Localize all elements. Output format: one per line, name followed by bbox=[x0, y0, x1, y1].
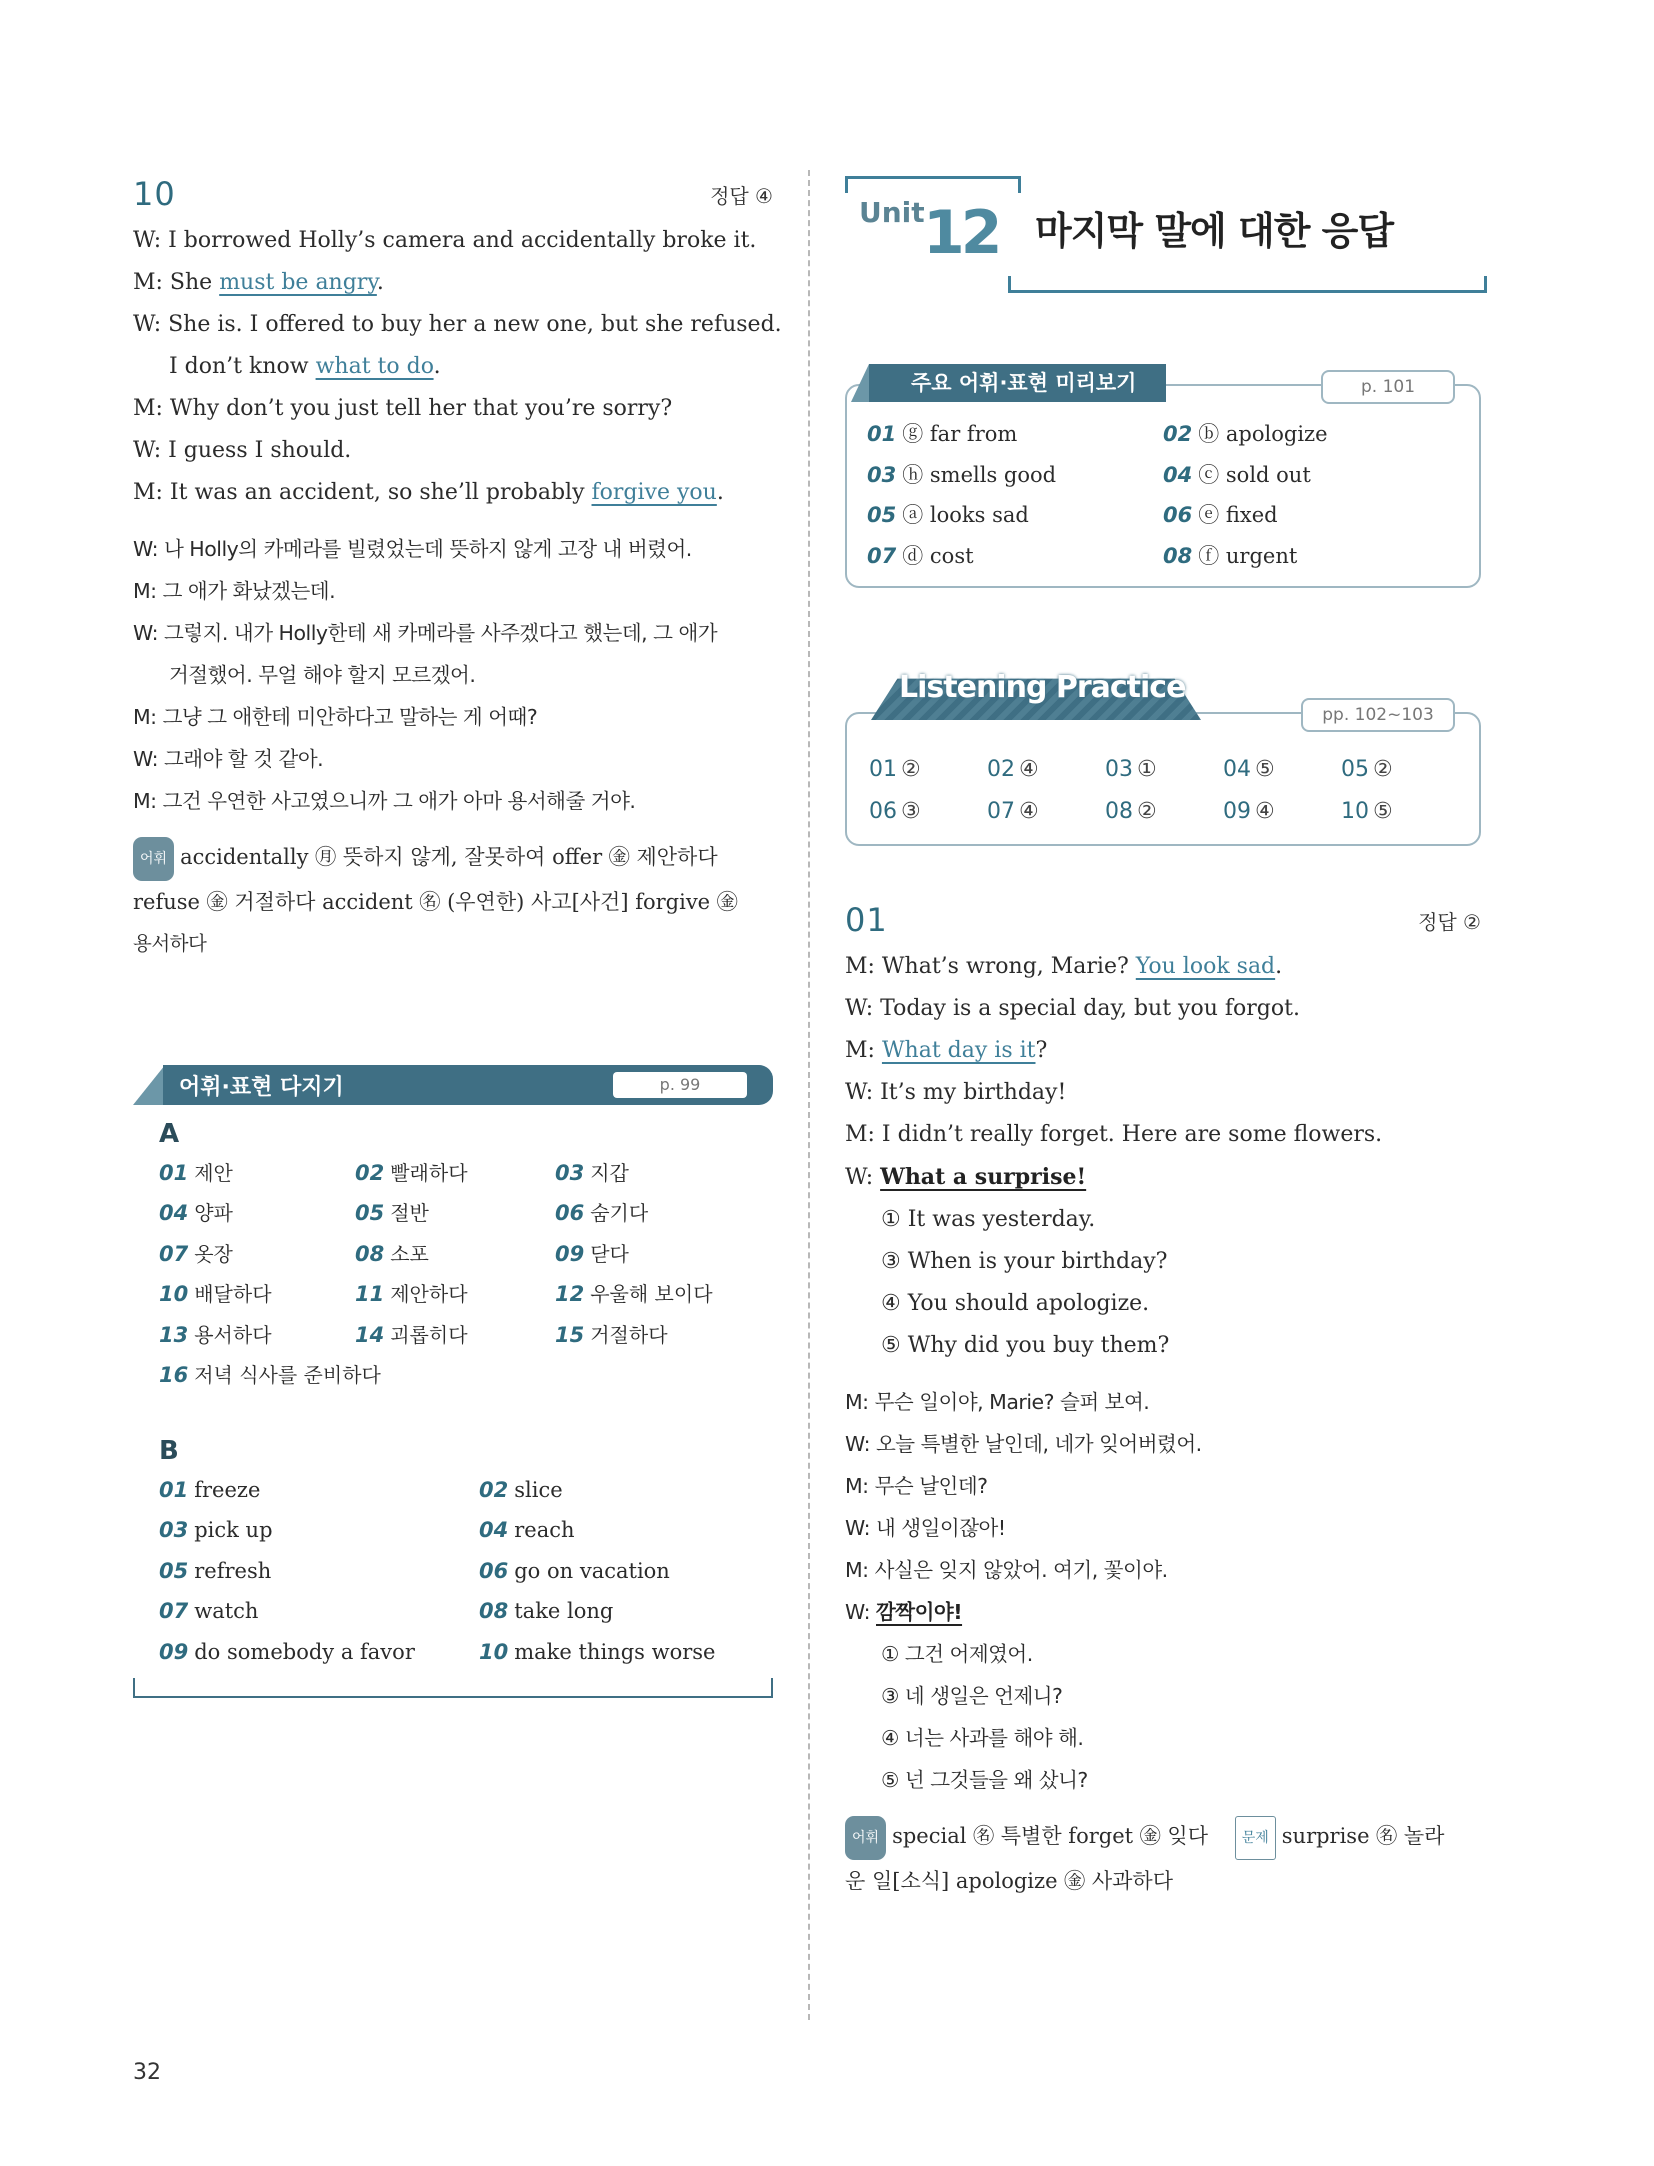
page-number: 32 bbox=[133, 2060, 161, 2085]
preview-title: 주요 어휘·표현 미리보기 bbox=[869, 364, 1166, 402]
dialogue-line: W: I borrowed Holly’s camera and accidentally broke it. bbox=[133, 228, 757, 253]
grid-item bbox=[1163, 455, 1443, 496]
preview-page-ref: p. 101 bbox=[1321, 370, 1455, 404]
item-number: 09 bbox=[555, 1241, 585, 1266]
grid-item bbox=[355, 1153, 555, 1194]
dialogue-english bbox=[845, 946, 1481, 1367]
translation-line: 거절했어. 무얼 해야 할지 모르겠어. bbox=[169, 663, 476, 687]
item-number: 14 bbox=[355, 1322, 385, 1347]
item-number: 05 bbox=[867, 503, 897, 527]
left-column bbox=[133, 168, 782, 1698]
grid-item bbox=[555, 1234, 755, 1275]
dialogue-line: W: Today is a special day, but you forgot. bbox=[845, 996, 1300, 1021]
item-text: 소포 bbox=[390, 1241, 429, 1266]
grid-item bbox=[555, 1153, 755, 1194]
unit-header bbox=[845, 168, 1481, 318]
item-number: 02 bbox=[1163, 422, 1193, 446]
option-line: ⑤ Why did you buy them? bbox=[881, 1333, 1170, 1358]
item-text: 지갑 bbox=[590, 1160, 629, 1185]
vocab-line: accidentally ㊊ 뜻하지 않게, 잘못하여 offer ㊎ 제안하다 bbox=[180, 845, 718, 869]
item-number: 02 bbox=[479, 1477, 509, 1502]
practice-page-ref: pp. 102~103 bbox=[1301, 698, 1455, 732]
answer-label: 정답 ② bbox=[1418, 909, 1481, 934]
item-number: 05 bbox=[355, 1201, 385, 1225]
grid-item bbox=[1163, 414, 1443, 455]
item-text: ⓕ urgent bbox=[1198, 543, 1298, 568]
item-number: 10 bbox=[479, 1639, 509, 1664]
item-text: 양파 bbox=[194, 1201, 233, 1225]
practice-answer: 05 ② bbox=[1341, 757, 1393, 782]
option-line: ① It was yesterday. bbox=[881, 1207, 1096, 1232]
final-line: 깜짝이야! bbox=[876, 1600, 963, 1624]
final-line: What a surprise! bbox=[880, 1164, 1087, 1190]
underlined-answer: what to do bbox=[315, 354, 434, 379]
problem-badge: 문제 bbox=[1235, 1816, 1276, 1860]
item-number: 01 bbox=[159, 1477, 189, 1502]
item-text: 옷장 bbox=[194, 1241, 233, 1266]
item-text: ⓒ sold out bbox=[1198, 462, 1311, 487]
item-text: 닫다 bbox=[590, 1241, 629, 1266]
dialogue-english bbox=[133, 220, 782, 514]
dialogue-line: M: What day is it? bbox=[845, 1038, 1048, 1063]
vocab-line: 용서하다 bbox=[133, 931, 207, 955]
item-number: 15 bbox=[555, 1322, 585, 1347]
item-number: 04 bbox=[1163, 462, 1193, 487]
answer-symbol: ③ bbox=[901, 799, 921, 824]
item-number: 03 bbox=[159, 1518, 189, 1542]
grid-item bbox=[159, 1470, 479, 1511]
practice-answer: 03 ① bbox=[1105, 757, 1157, 782]
item-text: slice bbox=[514, 1477, 563, 1502]
practice-answer: 01 ② bbox=[869, 757, 921, 782]
question-10-header bbox=[133, 168, 773, 220]
review-title: 어휘·표현 다지기 bbox=[179, 1074, 344, 1100]
item-text: do somebody a favor bbox=[194, 1639, 415, 1664]
dialogue-line: M: Why don’t you just tell her that you’re sorry? bbox=[133, 396, 673, 421]
translation-line: M: 그냥 그 애한테 미안하다고 말하는 게 어때? bbox=[133, 705, 538, 729]
item-number: 10 bbox=[159, 1282, 189, 1306]
grid-item bbox=[867, 455, 1163, 496]
answer-symbol: ① bbox=[1137, 757, 1157, 782]
item-text: ⓖ far from bbox=[902, 422, 1018, 446]
question-number: 01 bbox=[845, 901, 888, 939]
practice-answer: 10 ⑤ bbox=[1341, 799, 1393, 824]
item-number: 06 bbox=[1163, 503, 1193, 527]
item-text: go on vacation bbox=[514, 1558, 670, 1583]
option-line: ③ When is your birthday? bbox=[881, 1249, 1168, 1274]
grid-item bbox=[479, 1510, 779, 1551]
grid-item bbox=[159, 1274, 355, 1315]
question-number: 10 bbox=[133, 175, 176, 213]
item-number: 03 bbox=[555, 1160, 585, 1185]
option-line: ④ 너는 사과를 해야 해. bbox=[881, 1726, 1084, 1750]
underlined-answer: You look sad bbox=[1135, 954, 1276, 979]
vocab-line: special ㊔ 특별한 forget ㊎ 잊다 bbox=[892, 1824, 1208, 1848]
vocabulary-notes bbox=[845, 1815, 1481, 1902]
practice-answer: 02 ④ bbox=[987, 757, 1039, 782]
grid-item bbox=[555, 1193, 755, 1234]
answer-symbol: ⑤ bbox=[1255, 757, 1275, 782]
item-text: 빨래하다 bbox=[390, 1160, 468, 1185]
translation-line: M: 무슨 일이야, Marie? 슬퍼 보여. bbox=[845, 1390, 1150, 1414]
unit-label: Unit bbox=[859, 196, 925, 229]
grid-item bbox=[159, 1234, 355, 1275]
underlined-answer: What day is it bbox=[881, 1038, 1036, 1063]
practice-grid bbox=[847, 714, 1479, 844]
translation-line: M: 그 애가 화났겠는데. bbox=[133, 579, 336, 603]
item-number: 06 bbox=[555, 1201, 585, 1225]
vocab-badge: 어휘 bbox=[133, 837, 174, 881]
right-column bbox=[845, 168, 1481, 1902]
item-number: 09 bbox=[159, 1639, 189, 1664]
practice-answer: 07 ④ bbox=[987, 799, 1039, 824]
unit-number: 12 bbox=[923, 198, 999, 268]
dialogue-line: M: She must be angry. bbox=[133, 270, 384, 295]
answer-symbol: ④ bbox=[1255, 799, 1275, 824]
grid-item bbox=[555, 1315, 755, 1356]
item-number: 13 bbox=[159, 1322, 189, 1347]
answer-symbol: ④ bbox=[1019, 757, 1039, 782]
grid-item bbox=[1163, 536, 1443, 577]
item-number: 12 bbox=[555, 1282, 585, 1306]
item-text: reach bbox=[514, 1518, 575, 1542]
underlined-answer: must be angry bbox=[219, 270, 377, 295]
practice-title: Listening Practice bbox=[899, 670, 1186, 705]
dialogue-line: M: It was an accident, so she’ll probably forgive you. bbox=[133, 480, 724, 505]
translation-line: W: 깜짝이야! bbox=[845, 1600, 963, 1624]
item-text: ⓔ fixed bbox=[1198, 503, 1278, 527]
grid-item bbox=[159, 1193, 355, 1234]
item-number: 16 bbox=[159, 1363, 189, 1387]
item-text: 저녁 식사를 준비하다 bbox=[194, 1363, 381, 1387]
dialogue-line: W: She is. I offered to buy her a new one, but she refused. bbox=[133, 312, 782, 337]
section-b-grid bbox=[159, 1470, 773, 1673]
grid-item bbox=[159, 1153, 355, 1194]
grid-item bbox=[479, 1632, 779, 1673]
translation-line: W: 그래야 할 것 같아. bbox=[133, 747, 324, 771]
question-01-header bbox=[845, 894, 1481, 946]
grid-item bbox=[355, 1315, 555, 1356]
item-number: 07 bbox=[867, 543, 897, 568]
grid-item bbox=[355, 1234, 555, 1275]
grid-item bbox=[159, 1551, 479, 1592]
grid-item bbox=[159, 1632, 479, 1673]
answer-symbol: ④ bbox=[1019, 799, 1039, 824]
vocab-line: 운 일[소식] apologize ㊎ 사과하다 bbox=[845, 1868, 1173, 1893]
item-text: make things worse bbox=[514, 1639, 716, 1664]
answer-symbol: ② bbox=[901, 757, 921, 782]
answer-symbol: ② bbox=[1373, 757, 1393, 782]
dialogue-line: M: What’s wrong, Marie? You look sad. bbox=[845, 954, 1283, 979]
item-number: 11 bbox=[355, 1282, 385, 1306]
dialogue-line: W: What a surprise! bbox=[845, 1164, 1087, 1190]
item-number: 08 bbox=[1163, 543, 1193, 568]
review-banner bbox=[133, 1065, 773, 1105]
item-text: pick up bbox=[194, 1518, 273, 1542]
item-text: 절반 bbox=[390, 1201, 429, 1225]
section-b-label: B bbox=[159, 1435, 179, 1466]
item-number: 04 bbox=[479, 1518, 509, 1542]
grid-item bbox=[355, 1193, 555, 1234]
grid-item bbox=[355, 1274, 555, 1315]
item-text: ⓑ apologize bbox=[1198, 422, 1328, 446]
translation-line: W: 그렇지. 내가 Holly한테 새 카메라를 사주겠다고 했는데, 그 애가 bbox=[133, 621, 718, 645]
option-line: ⑤ 넌 그것들을 왜 샀니? bbox=[881, 1768, 1088, 1792]
grid-item bbox=[159, 1591, 479, 1632]
answer-symbol: ⑤ bbox=[1373, 799, 1393, 824]
section-bracket bbox=[133, 1678, 773, 1698]
translation-line: M: 그건 우연한 사고였으니까 그 애가 아마 용서해줄 거야. bbox=[133, 789, 636, 813]
dialogue-line: W: It’s my birthday! bbox=[845, 1080, 1067, 1105]
grid-item bbox=[867, 536, 1163, 577]
option-line: ③ 네 생일은 언제니? bbox=[881, 1684, 1063, 1708]
item-text: 우울해 보이다 bbox=[590, 1282, 713, 1306]
item-text: freeze bbox=[194, 1477, 261, 1502]
vocab-line: surprise ㊔ 놀라 bbox=[1281, 1824, 1445, 1848]
option-line: ④ You should apologize. bbox=[881, 1291, 1150, 1316]
item-text: 숨기다 bbox=[590, 1201, 649, 1225]
dialogue-line: I don’t know what to do. bbox=[169, 354, 441, 379]
grid-item bbox=[867, 495, 1163, 536]
practice-answer: 09 ④ bbox=[1223, 799, 1275, 824]
item-number: 04 bbox=[159, 1201, 189, 1225]
preview-grid bbox=[867, 414, 1479, 576]
unit-title: 마지막 말에 대한 응답 bbox=[1035, 209, 1394, 253]
item-text: ⓗ smells good bbox=[902, 462, 1057, 487]
translation-line: W: 나 Holly의 카메라를 빌렸었는데 뜻하지 않게 고장 내 버렸어. bbox=[133, 537, 692, 561]
answer-symbol: ② bbox=[1137, 799, 1157, 824]
item-text: ⓐ looks sad bbox=[902, 503, 1029, 527]
underlined-answer: forgive you bbox=[591, 480, 717, 505]
grid-item bbox=[159, 1315, 355, 1356]
translation-line: M: 무슨 날인데? bbox=[845, 1474, 988, 1498]
item-number: 07 bbox=[159, 1241, 189, 1266]
grid-item bbox=[479, 1591, 779, 1632]
translation-line: M: 사실은 잊지 않았어. 여기, 꽃이야. bbox=[845, 1558, 1168, 1582]
practice-answer: 08 ② bbox=[1105, 799, 1157, 824]
vocabulary-notes bbox=[133, 836, 773, 965]
vocab-badge: 어휘 bbox=[845, 1816, 886, 1860]
item-text: 배달하다 bbox=[194, 1282, 272, 1306]
practice-answer: 06 ③ bbox=[869, 799, 921, 824]
item-number: 08 bbox=[355, 1241, 385, 1266]
column-divider bbox=[808, 170, 810, 2020]
item-text: take long bbox=[514, 1599, 614, 1623]
item-number: 06 bbox=[479, 1558, 509, 1583]
answer-label: 정답 ④ bbox=[710, 183, 773, 208]
section-a-grid bbox=[159, 1153, 773, 1396]
item-number: 07 bbox=[159, 1599, 189, 1623]
item-text: 제안하다 bbox=[390, 1282, 468, 1306]
practice-answer: 04 ⑤ bbox=[1223, 757, 1275, 782]
item-text: 괴롭히다 bbox=[390, 1322, 468, 1347]
grid-item bbox=[867, 414, 1163, 455]
review-page-ref: p. 99 bbox=[613, 1072, 747, 1098]
item-text: 용서하다 bbox=[194, 1322, 272, 1347]
translation-line: W: 오늘 특별한 날인데, 네가 잊어버렸어. bbox=[845, 1432, 1202, 1456]
item-number: 05 bbox=[159, 1558, 189, 1583]
practice-box bbox=[845, 670, 1481, 846]
option-line: ① 그건 어제였어. bbox=[881, 1642, 1033, 1666]
item-number: 01 bbox=[867, 422, 897, 446]
item-text: 거절하다 bbox=[590, 1322, 668, 1347]
dialogue-line: M: I didn’t really forget. Here are some flowers. bbox=[845, 1122, 1383, 1147]
dialogue-line: W: I guess I should. bbox=[133, 438, 352, 463]
vocab-line: refuse ㊎ 거절하다 accident ㊔ (우연한) 사고[사건] forgive ㊎ bbox=[133, 889, 738, 914]
preview-box bbox=[845, 371, 1481, 588]
grid-item bbox=[159, 1510, 479, 1551]
grid-item bbox=[159, 1355, 381, 1396]
item-number: 08 bbox=[479, 1599, 509, 1623]
grid-item bbox=[479, 1470, 779, 1511]
grid-item bbox=[555, 1274, 755, 1315]
item-number: 03 bbox=[867, 462, 897, 487]
item-number: 02 bbox=[355, 1160, 385, 1185]
item-text: watch bbox=[194, 1599, 259, 1623]
item-text: 제안 bbox=[194, 1160, 233, 1185]
grid-item bbox=[479, 1551, 779, 1592]
item-number: 01 bbox=[159, 1160, 189, 1185]
item-text: ⓓ cost bbox=[902, 543, 974, 568]
dialogue-korean bbox=[845, 1381, 1481, 1801]
grid-item bbox=[1163, 495, 1443, 536]
section-a-label: A bbox=[159, 1118, 180, 1149]
translation-line: W: 내 생일이잖아! bbox=[845, 1516, 1006, 1540]
dialogue-korean bbox=[133, 528, 773, 822]
item-text: refresh bbox=[194, 1558, 272, 1583]
